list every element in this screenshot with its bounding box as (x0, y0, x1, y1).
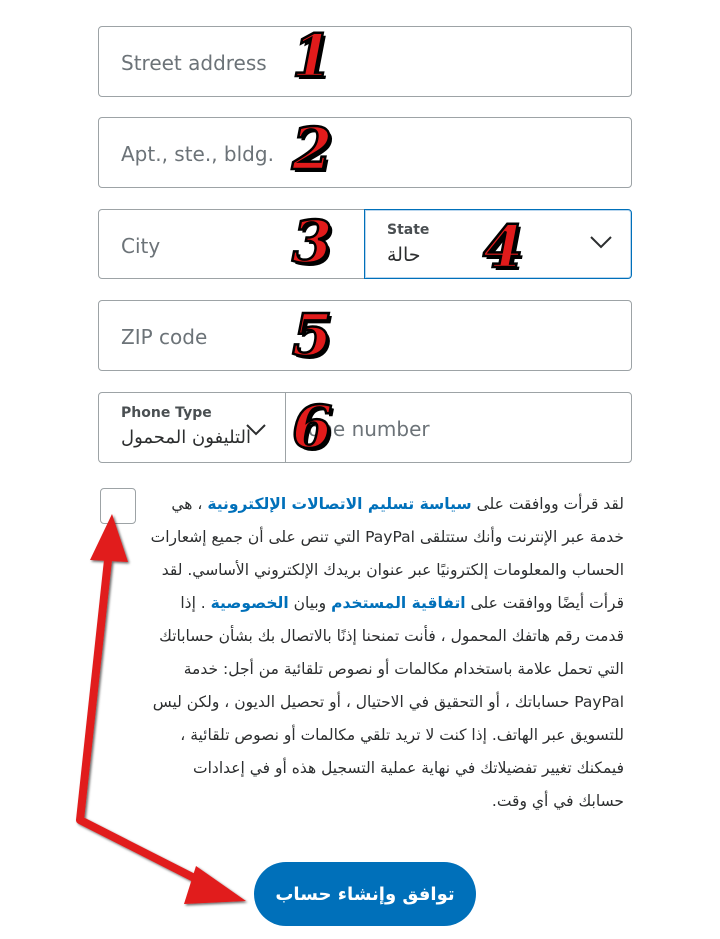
state-value: حالة (387, 244, 421, 266)
street-address-placeholder: Street address (121, 51, 267, 75)
annotation-number-2: 2 (292, 115, 333, 183)
annotation-number-1: 1 (292, 22, 333, 90)
state-label: State (387, 222, 430, 238)
legal-text-part: ، هي خدمة عبر الإنترنت وأنك ستتلقى PayPal التي تنص على أن جميع إشعارات الحساب والمعلومات إلكترونيًا عبر عنوان بريدك الإلكتروني الأساسي. لقد قرأت أيضًا ووافقت على (150, 495, 624, 612)
arrow-head-right (184, 866, 246, 904)
consent-checkbox[interactable] (100, 488, 136, 524)
annotation-number-3: 3 (292, 208, 333, 276)
privacy-statement-link[interactable]: الخصوصية (210, 594, 289, 612)
annotation-number-4: 4 (483, 213, 524, 281)
phone-type-label: Phone Type (121, 405, 212, 421)
legal-text-part: لقد قرأت ووافقت على (471, 495, 624, 513)
phone-type-value: التليفون المحمول (121, 427, 251, 448)
chevron-down-icon (589, 234, 613, 250)
street-address-field[interactable] (98, 22, 632, 97)
legal-text-part: وبيان (288, 594, 332, 612)
phone-number-field[interactable] (285, 392, 632, 463)
chevron-down-icon (245, 423, 267, 437)
city-placeholder: City (121, 234, 161, 258)
user-agreement-link[interactable]: اتفاقية المستخدم (331, 594, 466, 612)
apt-field[interactable] (98, 117, 632, 188)
annotation-number-5: 5 (292, 301, 333, 369)
annotation-number-6: 6 (292, 393, 333, 461)
phone-type-select[interactable] (98, 392, 286, 463)
agree-create-account-button[interactable]: توافق وإنشاء حساب (254, 862, 476, 926)
legal-consent-text (150, 488, 624, 818)
esign-policy-link[interactable]: سياسة تسليم الاتصالات الإلكترونية (207, 495, 472, 513)
zip-code-field[interactable] (98, 300, 632, 371)
phone-number-placeholder: one number (308, 417, 430, 441)
zip-code-placeholder: ZIP code (121, 325, 208, 349)
legal-text-part: . إذا قدمت رقم هاتفك المحمول ، فأنت تمنحنا إذنًا بالاتصال بك بشأن حساباتك التي تحمل علامة باستخدام مكالمات أو نصوص تلقائية من أجل: خدمة PayPal حساباتك ، أو التحقيق في الاحتيال ، أو تحصيل الديون ، ولكن ليس للتسويق عبر الهاتف. إذا كنت لا تريد تلقي مكالمات أو نصوص تلقائية ، فيمكنك تغيير تفضيلاتك في نهاية عملية التسجيل هذه أو في إعدادات حسابك في أي وقت. (152, 594, 624, 810)
apt-placeholder: Apt., ste., bldg. (121, 142, 274, 166)
